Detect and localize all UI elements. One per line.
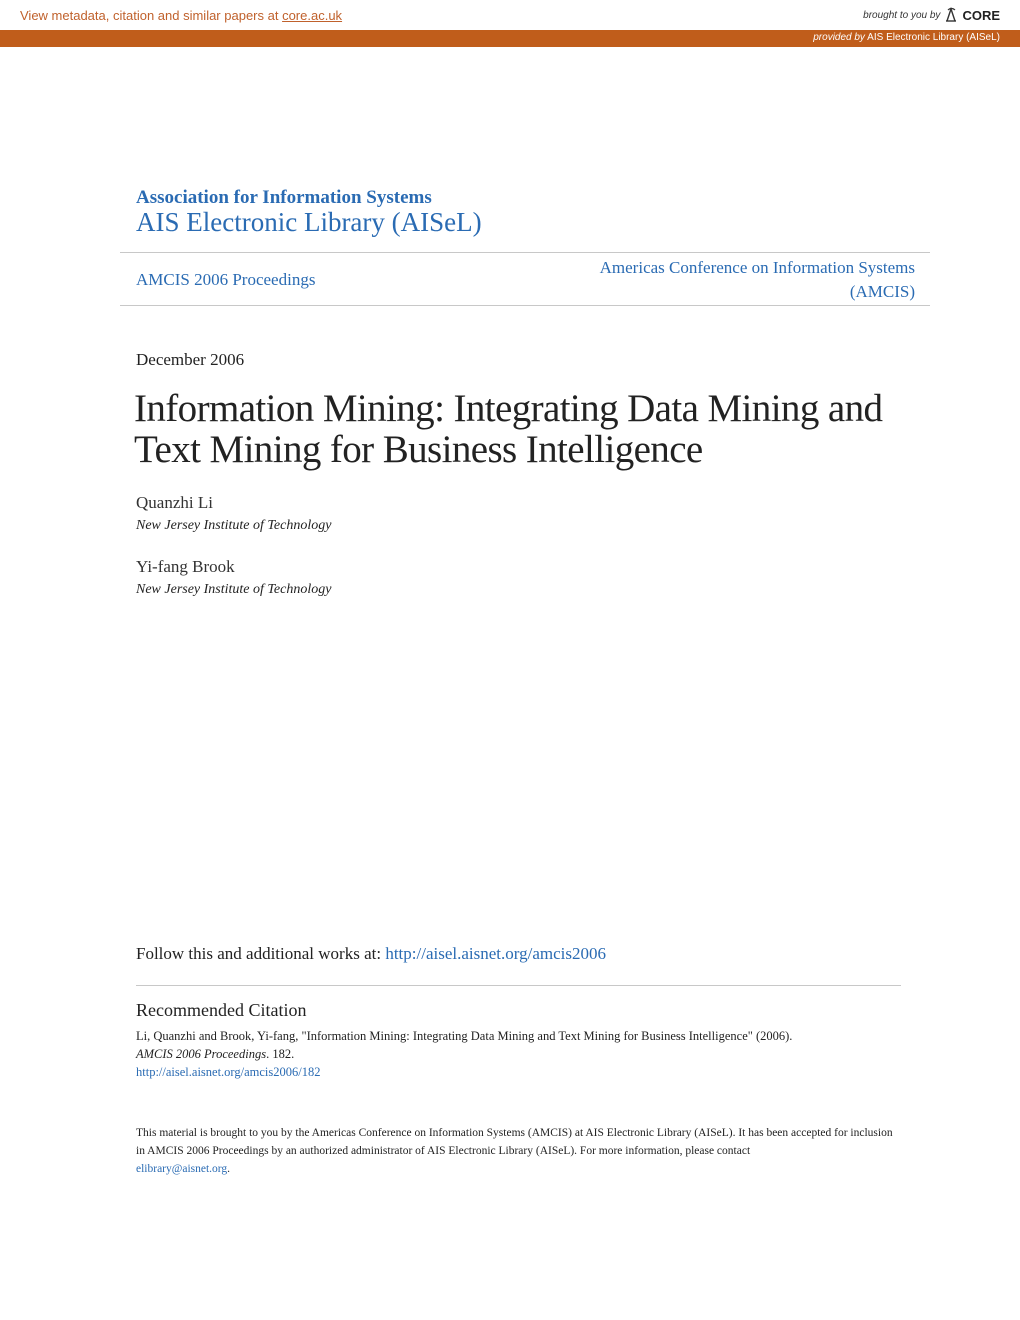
core-metadata-label: View metadata, citation and similar papers at bbox=[20, 8, 279, 23]
provided-by-source[interactable]: AIS Electronic Library (AISeL) bbox=[867, 32, 1000, 43]
conference-line-2: (AMCIS) bbox=[849, 282, 915, 301]
notice-text: This material is brought to you by the Americas Conference on Information Systems (AMCIS) at AIS Electronic Library (AISeL). It has been accepted for inclusion in AMCIS 2006 Proceedings by an authorized administrator of AIS Electronic Library (AISeL). For more information, please contact bbox=[136, 1127, 893, 1157]
citation-url-link[interactable]: http://aisel.aisnet.org/amcis2006/182 bbox=[136, 1065, 321, 1079]
citation-source-suffix: . 182. bbox=[266, 1047, 295, 1061]
core-brand bbox=[863, 7, 1000, 23]
core-brand-name[interactable]: CORE bbox=[962, 7, 1000, 23]
follow-label: Follow this and additional works at: bbox=[136, 944, 382, 963]
paper-title bbox=[134, 388, 914, 470]
organization-link[interactable]: Association for Information Systems bbox=[136, 187, 432, 208]
citation-source bbox=[136, 1045, 896, 1063]
citation-source-title: AMCIS 2006 Proceedings bbox=[136, 1047, 267, 1061]
conference-link[interactable] bbox=[515, 256, 915, 304]
provided-by-text bbox=[813, 32, 1000, 43]
proceedings-link[interactable]: AMCIS 2006 Proceedings bbox=[136, 270, 316, 289]
publication-date: December 2006 bbox=[136, 350, 245, 369]
paper-title-line-1: Information Mining: Integrating Data Mining and bbox=[134, 387, 883, 430]
conference-line-1: Americas Conference on Information Systems bbox=[599, 258, 915, 277]
citation-body bbox=[136, 1027, 896, 1081]
follow-divider bbox=[136, 985, 901, 986]
brought-by-label: brought to you by bbox=[863, 9, 941, 21]
header-divider-top bbox=[120, 252, 930, 253]
library-link[interactable]: AIS Electronic Library (AISeL) bbox=[136, 207, 482, 237]
notice-end: . bbox=[227, 1163, 231, 1175]
author-affiliation: New Jersey Institute of Technology bbox=[136, 582, 332, 597]
header-divider-bottom bbox=[120, 305, 930, 306]
core-link[interactable]: core.ac.uk bbox=[282, 8, 343, 23]
author-name[interactable]: Quanzhi Li bbox=[136, 493, 213, 512]
citation-heading: Recommended Citation bbox=[136, 1000, 307, 1020]
paper-title-line-2: Text Mining for Business Intelligence bbox=[134, 428, 703, 471]
core-logo-icon bbox=[944, 7, 958, 23]
core-banner bbox=[0, 0, 1020, 30]
core-provided-stripe bbox=[0, 30, 1020, 47]
contact-email-link[interactable]: elibrary@aisnet.org bbox=[136, 1163, 228, 1175]
citation-text: Li, Quanzhi and Brook, Yi-fang, "Information Mining: Integrating Data Mining and Text Mining for Business Intelligence" (2006). bbox=[136, 1029, 793, 1043]
provided-by-label: provided by bbox=[813, 32, 865, 43]
follow-url-link[interactable]: http://aisel.aisnet.org/amcis2006 bbox=[385, 944, 606, 963]
follow-works bbox=[136, 944, 606, 964]
availability-notice bbox=[136, 1124, 896, 1178]
author-affiliation: New Jersey Institute of Technology bbox=[136, 518, 332, 533]
core-metadata-text bbox=[20, 8, 342, 23]
author-name[interactable]: Yi-fang Brook bbox=[136, 557, 235, 576]
